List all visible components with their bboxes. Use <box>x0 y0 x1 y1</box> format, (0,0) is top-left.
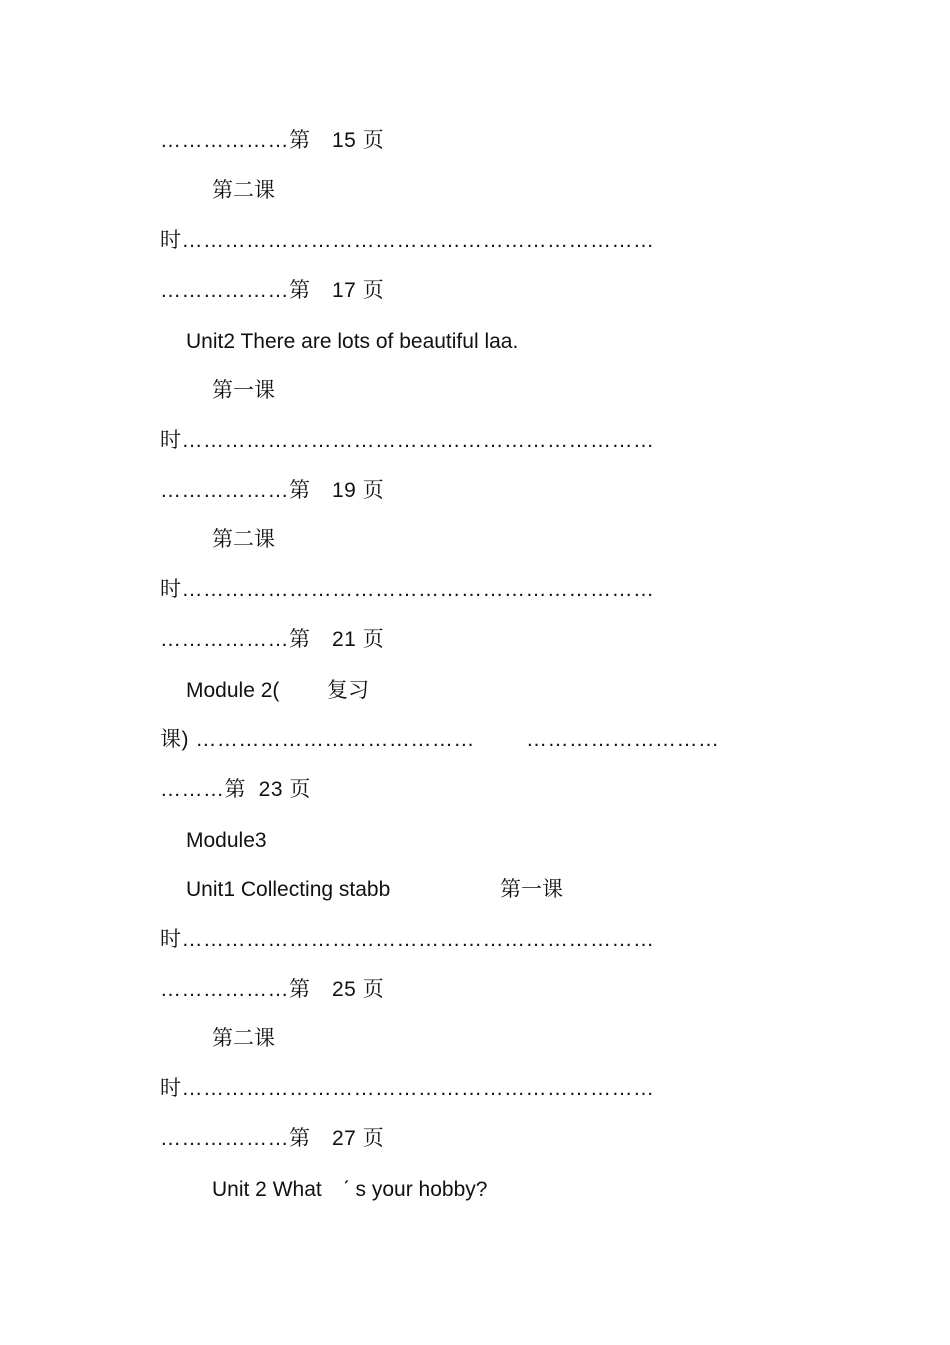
toc-leader-row: 时………………………………………………………… <box>160 1077 655 1100</box>
toc-lesson-2: 第二课 <box>212 1027 275 1050</box>
toc-module-3-heading: Module3 <box>186 829 267 852</box>
toc-lesson-1: 第一课 <box>212 379 275 402</box>
toc-lesson-1: 第一课 <box>500 878 563 901</box>
toc-lesson-2: 第二课 <box>212 528 275 551</box>
toc-unit-2-hobby-heading: Unit 2 What ˊ s your hobby? <box>212 1178 488 1201</box>
toc-lesson-2: 第二课 <box>212 179 275 202</box>
toc-leader-page-27: ………………第 27 页 <box>160 1127 385 1150</box>
toc-leader-row: 时………………………………………………………… <box>160 928 655 951</box>
toc-leader-page-15: ………………第 15 页 <box>160 129 385 152</box>
toc-review-leader: 课) ………………………………… <box>160 728 475 751</box>
toc-leader-page-23: ………第 23 页 <box>160 778 311 801</box>
toc-review-leader-cont: ……………………… <box>526 728 720 751</box>
toc-leader-row: 时………………………………………………………… <box>160 578 655 601</box>
toc-leader-page-25: ………………第 25 页 <box>160 978 385 1001</box>
toc-leader-page-17: ………………第 17 页 <box>160 279 385 302</box>
toc-leader-page-21: ………………第 21 页 <box>160 628 385 651</box>
toc-unit-2-heading: Unit2 There are lots of beautiful laa. <box>186 330 519 353</box>
toc-module-2-review: 复习 <box>327 679 369 702</box>
toc-leader-page-19: ………………第 19 页 <box>160 479 385 502</box>
toc-leader-row: 时………………………………………………………… <box>160 429 655 452</box>
toc-leader-row: 时………………………………………………………… <box>160 229 655 252</box>
toc-unit-1-heading: Unit1 Collecting stabb <box>186 878 391 901</box>
toc-module-2-label: Module 2( <box>186 679 280 702</box>
